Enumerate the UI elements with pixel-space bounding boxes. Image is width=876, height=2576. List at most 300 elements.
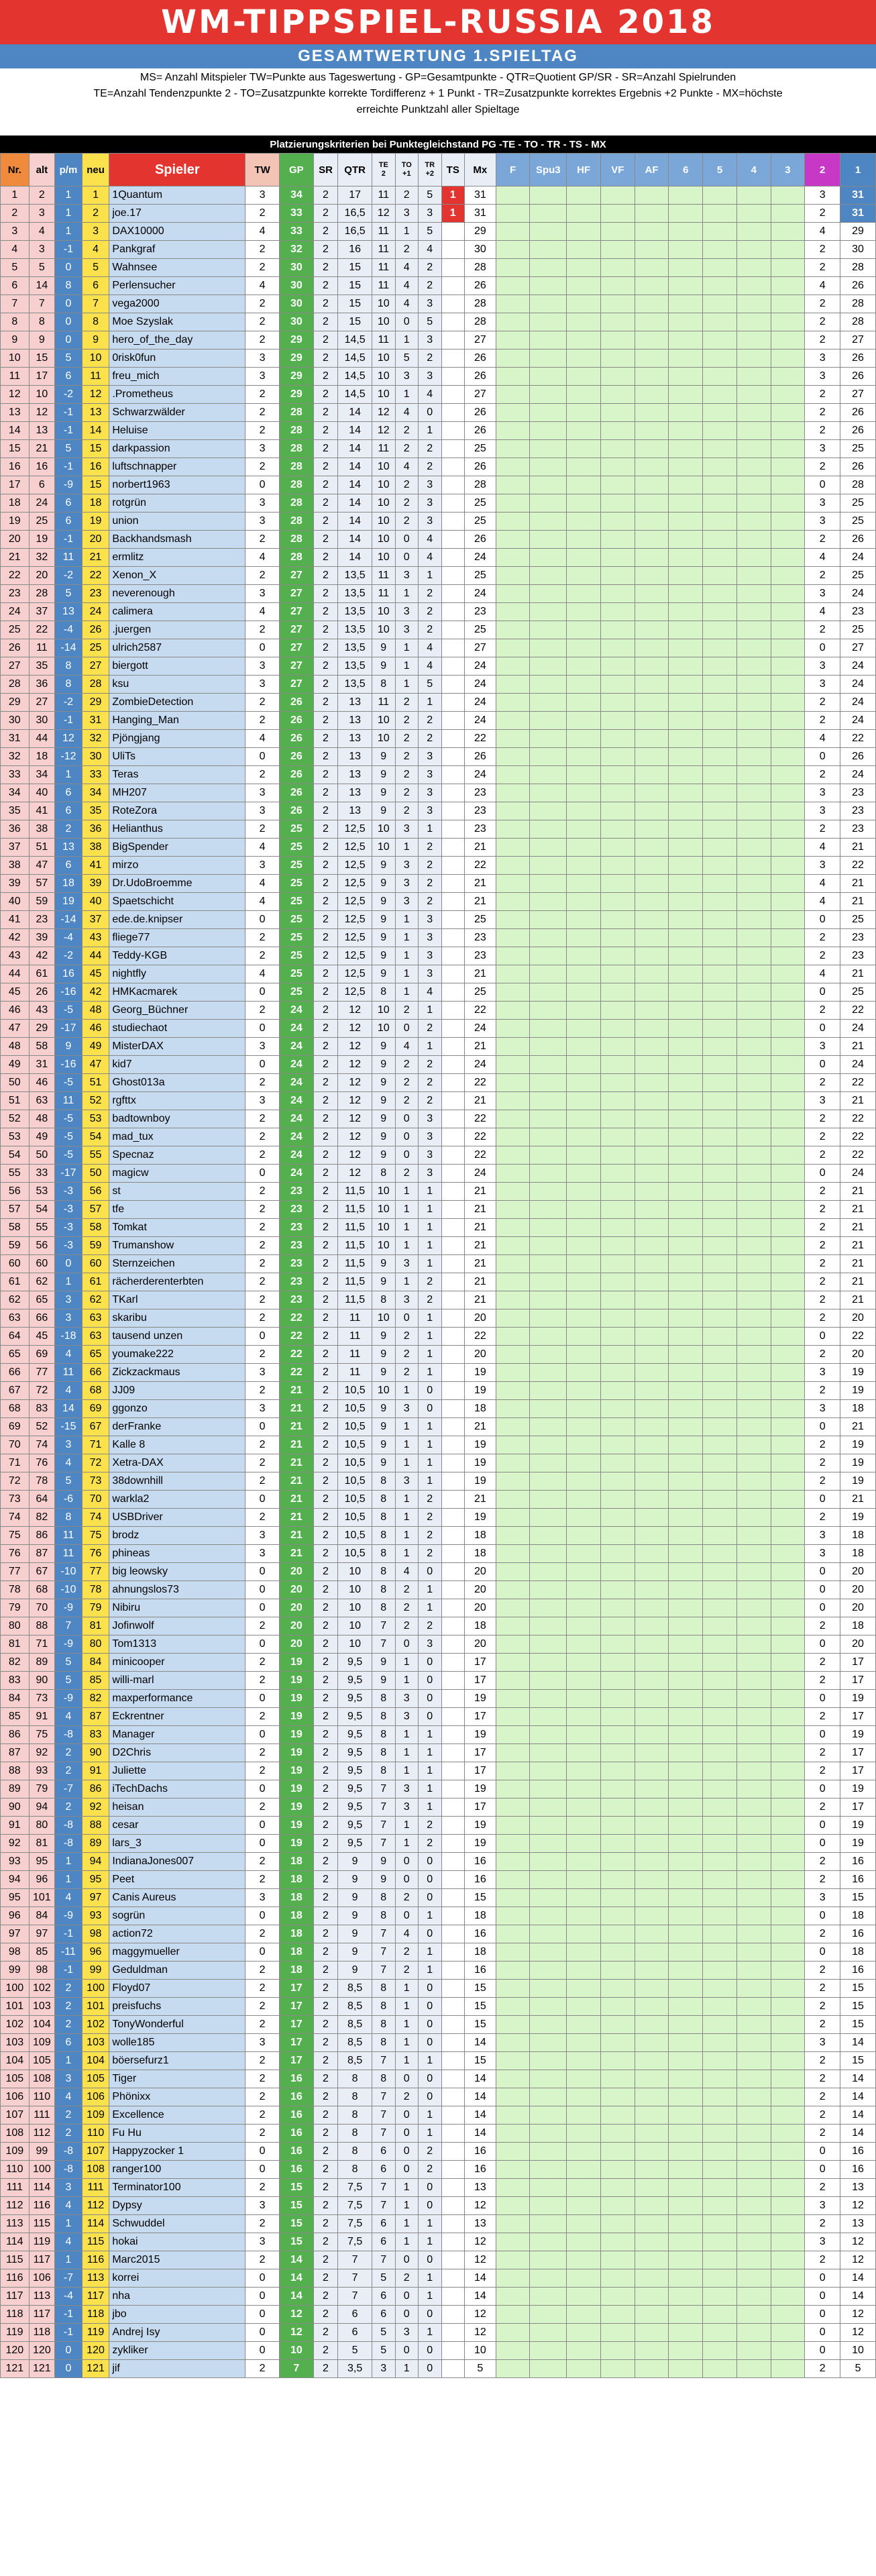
cell-spu3 <box>530 476 567 494</box>
cell-neu: 51 <box>82 1074 109 1092</box>
cell-pm: -1 <box>55 2324 83 2342</box>
cell-nr: 2 <box>1 205 30 223</box>
cell-k3 <box>771 494 805 513</box>
cell-spu3 <box>530 549 567 567</box>
cell-nr: 10 <box>1 350 30 368</box>
cell-mx: 20 <box>465 1581 496 1599</box>
table-row <box>1 2052 876 2070</box>
cell-k5 <box>703 585 737 603</box>
cell-2: 2 <box>805 1672 840 1690</box>
table-row <box>1 1020 876 1038</box>
cell-f <box>496 1980 530 1998</box>
cell-k5 <box>703 983 737 1002</box>
cell-tr: 0 <box>419 1654 442 1672</box>
cell-mx: 20 <box>465 1309 496 1328</box>
cell-1: 17 <box>840 1744 876 1762</box>
cell-f <box>496 1889 530 1907</box>
cell-alt: 28 <box>29 585 55 603</box>
cell-tr: 2 <box>419 1527 442 1545</box>
cell-pm: -3 <box>55 1201 83 1219</box>
cell-spu3 <box>530 1744 567 1762</box>
cell-spu3 <box>530 1654 567 1672</box>
cell-nr: 58 <box>1 1219 30 1237</box>
cell-f <box>496 2269 530 2288</box>
cell-sr: 2 <box>313 1056 338 1074</box>
cell-nr: 65 <box>1 1346 30 1364</box>
cell-spu3 <box>530 1146 567 1165</box>
cell-to: 0 <box>395 2143 419 2161</box>
cell-alt: 90 <box>29 1672 55 1690</box>
cell-f <box>496 1255 530 1273</box>
cell-pm: 1 <box>55 186 83 205</box>
cell-sr: 2 <box>313 1545 338 1563</box>
cell-mx: 17 <box>465 1708 496 1726</box>
table-row <box>1 531 876 549</box>
table-row <box>1 2179 876 2197</box>
cell-k6 <box>669 657 703 676</box>
cell-vf <box>600 1454 635 1472</box>
cell-tr: 0 <box>419 1871 442 1889</box>
cell-te: 8 <box>372 983 396 1002</box>
cell-te: 8 <box>372 1980 396 1998</box>
cell-ts <box>441 2306 465 2324</box>
cell-k5 <box>703 476 737 494</box>
cell-gp: 27 <box>280 567 314 585</box>
cell-tr: 5 <box>419 313 442 331</box>
cell-hf <box>567 241 601 259</box>
cell-spu3 <box>530 1889 567 1907</box>
cell-af <box>635 1744 669 1762</box>
table-row <box>1 2143 876 2161</box>
cell-sr: 2 <box>313 1853 338 1871</box>
cell-vf <box>600 1617 635 1635</box>
cell-to: 1 <box>395 657 419 676</box>
cell-f <box>496 1328 530 1346</box>
cell-af <box>635 476 669 494</box>
cell-alt: 76 <box>29 1454 55 1472</box>
cell-gp: 23 <box>280 1201 314 1219</box>
cell-vf <box>600 241 635 259</box>
cell-neu: 10 <box>82 350 109 368</box>
cell-name: Eckrentner <box>109 1708 245 1726</box>
cell-spu3 <box>530 313 567 331</box>
cell-hf <box>567 2016 601 2034</box>
cell-tr: 2 <box>419 839 442 857</box>
cell-k6 <box>669 1744 703 1762</box>
cell-name: magicw <box>109 1165 245 1183</box>
cell-gp: 22 <box>280 1364 314 1382</box>
cell-k6 <box>669 947 703 965</box>
cell-sr: 2 <box>313 1074 338 1092</box>
cell-sr: 2 <box>313 1563 338 1581</box>
cell-tw: 0 <box>245 1418 280 1436</box>
cell-2: 2 <box>805 567 840 585</box>
cell-tr: 1 <box>419 2106 442 2125</box>
cell-k5 <box>703 1400 737 1418</box>
cell-gp: 24 <box>280 1110 314 1128</box>
cell-name: freu_mich <box>109 368 245 386</box>
cell-hf <box>567 2161 601 2179</box>
cell-alt: 40 <box>29 784 55 802</box>
cell-k4 <box>736 1672 771 1690</box>
cell-1: 14 <box>840 2106 876 2125</box>
cell-k5 <box>703 1726 737 1744</box>
cell-ts <box>441 2179 465 2197</box>
cell-pm: -16 <box>55 983 83 1002</box>
cell-mx: 13 <box>465 2179 496 2197</box>
cell-k4 <box>736 531 771 549</box>
cell-k5 <box>703 1545 737 1563</box>
cell-qtr: 13,5 <box>338 676 372 694</box>
cell-mx: 22 <box>465 857 496 875</box>
cell-alt: 89 <box>29 1654 55 1672</box>
cell-nr: 27 <box>1 657 30 676</box>
cell-2: 0 <box>805 1599 840 1617</box>
cell-gp: 24 <box>280 1128 314 1146</box>
cell-name: joe.17 <box>109 205 245 223</box>
cell-name: Terminator100 <box>109 2179 245 2197</box>
cell-k3 <box>771 965 805 983</box>
cell-spu3 <box>530 1943 567 1962</box>
cell-f <box>496 494 530 513</box>
cell-tw: 0 <box>245 1020 280 1038</box>
cell-gp: 7 <box>280 2360 314 2378</box>
cell-sr: 2 <box>313 2034 338 2052</box>
cell-name: Dr.UdoBroemme <box>109 875 245 893</box>
cell-nr: 111 <box>1 2179 30 2197</box>
cell-tw: 2 <box>245 386 280 404</box>
cell-1: 19 <box>840 1780 876 1799</box>
cell-tr: 3 <box>419 476 442 494</box>
cell-neu: 76 <box>82 1545 109 1563</box>
cell-af <box>635 1418 669 1436</box>
cell-2: 2 <box>805 1201 840 1219</box>
col-header-6: 6 <box>669 154 703 186</box>
cell-spu3 <box>530 2016 567 2034</box>
cell-ts <box>441 1853 465 1871</box>
cell-k4 <box>736 295 771 313</box>
cell-sr: 2 <box>313 1309 338 1328</box>
cell-hf <box>567 458 601 476</box>
cell-vf <box>600 1364 635 1382</box>
cell-hf <box>567 839 601 857</box>
cell-2: 2 <box>805 1255 840 1273</box>
cell-nr: 57 <box>1 1201 30 1219</box>
cell-k6 <box>669 1038 703 1056</box>
cell-af <box>635 186 669 205</box>
cell-af <box>635 639 669 657</box>
cell-vf <box>600 839 635 857</box>
cell-f <box>496 1364 530 1382</box>
cell-2: 2 <box>805 1980 840 1998</box>
cell-vf <box>600 2034 635 2052</box>
cell-qtr: 14,5 <box>338 368 372 386</box>
cell-name: Kalle 8 <box>109 1436 245 1454</box>
cell-gp: 19 <box>280 1654 314 1672</box>
cell-tr: 2 <box>419 2143 442 2161</box>
cell-spu3 <box>530 1980 567 1998</box>
cell-nr: 88 <box>1 1762 30 1780</box>
cell-gp: 28 <box>280 422 314 440</box>
cell-vf <box>600 1146 635 1165</box>
cell-f <box>496 1020 530 1038</box>
cell-2: 3 <box>805 784 840 802</box>
cell-tw: 3 <box>245 2233 280 2251</box>
cell-1: 19 <box>840 1726 876 1744</box>
cell-pm: 2 <box>55 2125 83 2143</box>
cell-2: 3 <box>805 802 840 820</box>
cell-qtr: 9,5 <box>338 1744 372 1762</box>
cell-1: 21 <box>840 1038 876 1056</box>
cell-k4 <box>736 1309 771 1328</box>
cell-ts <box>441 1201 465 1219</box>
cell-nr: 91 <box>1 1817 30 1835</box>
cell-f <box>496 1146 530 1165</box>
cell-spu3 <box>530 1581 567 1599</box>
cell-af <box>635 549 669 567</box>
cell-hf <box>567 2215 601 2233</box>
cell-k6 <box>669 766 703 784</box>
cell-sr: 2 <box>313 694 338 712</box>
cell-alt: 96 <box>29 1871 55 1889</box>
cell-mx: 22 <box>465 1074 496 1092</box>
cell-alt: 62 <box>29 1273 55 1291</box>
cell-gp: 19 <box>280 1672 314 1690</box>
cell-k5 <box>703 2197 737 2215</box>
cell-alt: 87 <box>29 1545 55 1563</box>
cell-k4 <box>736 2197 771 2215</box>
cell-gp: 21 <box>280 1509 314 1527</box>
cell-neu: 57 <box>82 1201 109 1219</box>
cell-k6 <box>669 1799 703 1817</box>
cell-alt: 94 <box>29 1799 55 1817</box>
cell-2: 0 <box>805 1328 840 1346</box>
cell-ts <box>441 1871 465 1889</box>
cell-1: 25 <box>840 911 876 929</box>
cell-2: 2 <box>805 1237 840 1255</box>
cell-qtr: 12 <box>338 1002 372 1020</box>
cell-gp: 17 <box>280 2052 314 2070</box>
cell-spu3 <box>530 857 567 875</box>
cell-sr: 2 <box>313 1110 338 1128</box>
cell-af <box>635 983 669 1002</box>
table-row <box>1 1925 876 1943</box>
cell-sr: 2 <box>313 2052 338 2070</box>
cell-mx: 17 <box>465 1744 496 1762</box>
cell-k5 <box>703 2251 737 2269</box>
cell-spu3 <box>530 639 567 657</box>
cell-k5 <box>703 186 737 205</box>
cell-te: 5 <box>372 2342 396 2360</box>
cell-hf <box>567 295 601 313</box>
cell-sr: 2 <box>313 404 338 422</box>
cell-te: 5 <box>372 2324 396 2342</box>
cell-te: 12 <box>372 205 396 223</box>
cell-k4 <box>736 2342 771 2360</box>
table-row <box>1 1255 876 1273</box>
cell-ts: 1 <box>441 205 465 223</box>
cell-f <box>496 947 530 965</box>
cell-gp: 16 <box>280 2143 314 2161</box>
cell-1: 24 <box>840 712 876 730</box>
cell-neu: 70 <box>82 1491 109 1509</box>
cell-pm: 1 <box>55 1871 83 1889</box>
cell-tw: 0 <box>245 1817 280 1835</box>
cell-k6 <box>669 1672 703 1690</box>
cell-gp: 20 <box>280 1599 314 1617</box>
cell-neu: 81 <box>82 1617 109 1635</box>
cell-te: 9 <box>372 875 396 893</box>
cell-pm: 2 <box>55 1762 83 1780</box>
cell-af <box>635 1454 669 1472</box>
table-row <box>1 603 876 621</box>
cell-pm: 1 <box>55 2215 83 2233</box>
cell-f <box>496 1563 530 1581</box>
col-header-nr: Nr. <box>1 154 30 186</box>
cell-nr: 37 <box>1 839 30 857</box>
cell-f <box>496 2306 530 2324</box>
cell-k4 <box>736 1092 771 1110</box>
cell-neu: 7 <box>82 295 109 313</box>
cell-tw: 0 <box>245 1056 280 1074</box>
cell-af <box>635 1020 669 1038</box>
cell-2: 2 <box>805 1146 840 1165</box>
cell-pm: -9 <box>55 1635 83 1654</box>
legend-line: erreichte Punktzahl aller Spieltage <box>356 104 520 115</box>
cell-name: MH207 <box>109 784 245 802</box>
cell-k5 <box>703 422 737 440</box>
cell-2: 3 <box>805 2034 840 2052</box>
cell-pm: 6 <box>55 784 83 802</box>
cell-ts <box>441 1980 465 1998</box>
cell-name: heisan <box>109 1799 245 1817</box>
cell-tw: 3 <box>245 2197 280 2215</box>
col-header-mx: Mx <box>465 154 496 186</box>
cell-k6 <box>669 2197 703 2215</box>
cell-alt: 29 <box>29 1020 55 1038</box>
cell-alt: 66 <box>29 1309 55 1328</box>
col-header-vf: VF <box>600 154 635 186</box>
cell-k6 <box>669 1690 703 1708</box>
cell-hf <box>567 1436 601 1454</box>
cell-hf <box>567 748 601 766</box>
table-row <box>1 1165 876 1183</box>
cell-to: 0 <box>395 1853 419 1871</box>
cell-neu: 109 <box>82 2106 109 2125</box>
cell-hf <box>567 1237 601 1255</box>
cell-tr: 0 <box>419 2342 442 2360</box>
col-header-spieler: Spieler <box>109 154 245 186</box>
cell-to: 4 <box>395 404 419 422</box>
cell-qtr: 7,5 <box>338 2179 372 2197</box>
cell-k4 <box>736 1998 771 2016</box>
cell-mx: 14 <box>465 2125 496 2143</box>
cell-2: 3 <box>805 513 840 531</box>
cell-k4 <box>736 1418 771 1436</box>
cell-2: 2 <box>805 2052 840 2070</box>
cell-ts <box>441 2070 465 2088</box>
cell-k3 <box>771 241 805 259</box>
cell-hf <box>567 1835 601 1853</box>
cell-k6 <box>669 1762 703 1780</box>
cell-spu3 <box>530 603 567 621</box>
cell-f <box>496 1092 530 1110</box>
cell-gp: 21 <box>280 1382 314 1400</box>
cell-k3 <box>771 1165 805 1183</box>
cell-to: 2 <box>395 1165 419 1183</box>
cell-gp: 29 <box>280 386 314 404</box>
cell-ts <box>441 494 465 513</box>
cell-pm: 14 <box>55 1400 83 1418</box>
cell-hf <box>567 1418 601 1436</box>
cell-te: 7 <box>372 2106 396 2125</box>
cell-ts <box>441 1219 465 1237</box>
cell-spu3 <box>530 1491 567 1509</box>
cell-k6 <box>669 1527 703 1545</box>
cell-gp: 19 <box>280 1762 314 1780</box>
cell-te: 10 <box>372 313 396 331</box>
cell-te: 10 <box>372 549 396 567</box>
cell-gp: 16 <box>280 2088 314 2106</box>
cell-spu3 <box>530 839 567 857</box>
cell-ts <box>441 2288 465 2306</box>
cell-nr: 41 <box>1 911 30 929</box>
cell-te: 8 <box>372 1509 396 1527</box>
cell-k6 <box>669 730 703 748</box>
cell-te: 9 <box>372 947 396 965</box>
cell-k6 <box>669 404 703 422</box>
cell-f <box>496 476 530 494</box>
cell-k6 <box>669 676 703 694</box>
table-row <box>1 820 876 839</box>
cell-af <box>635 911 669 929</box>
table-row <box>1 1400 876 1418</box>
cell-pm: -15 <box>55 1418 83 1436</box>
cell-alt: 3 <box>29 241 55 259</box>
cell-pm: 0 <box>55 1255 83 1273</box>
cell-to: 3 <box>395 621 419 639</box>
cell-alt: 26 <box>29 983 55 1002</box>
cell-alt: 79 <box>29 1780 55 1799</box>
table-row <box>1 1563 876 1581</box>
cell-ts <box>441 350 465 368</box>
cell-2: 2 <box>805 2088 840 2106</box>
table-row <box>1 1273 876 1291</box>
cell-pm: 4 <box>55 1382 83 1400</box>
cell-te: 10 <box>372 386 396 404</box>
cell-te: 10 <box>372 730 396 748</box>
cell-pm: 1 <box>55 205 83 223</box>
cell-k6 <box>669 893 703 911</box>
cell-pm: 1 <box>55 1273 83 1291</box>
cell-af <box>635 802 669 820</box>
col-header-3: 3 <box>771 154 805 186</box>
cell-2: 4 <box>805 603 840 621</box>
cell-qtr: 7,5 <box>338 2197 372 2215</box>
cell-f <box>496 1400 530 1418</box>
cell-sr: 2 <box>313 1780 338 1799</box>
cell-k4 <box>736 766 771 784</box>
table-row <box>1 2125 876 2143</box>
cell-k6 <box>669 2342 703 2360</box>
cell-to: 0 <box>395 2288 419 2306</box>
cell-k3 <box>771 1545 805 1563</box>
cell-spu3 <box>530 1110 567 1128</box>
cell-qtr: 13 <box>338 784 372 802</box>
cell-te: 8 <box>372 1599 396 1617</box>
cell-neu: 85 <box>82 1672 109 1690</box>
cell-pm: -8 <box>55 2161 83 2179</box>
